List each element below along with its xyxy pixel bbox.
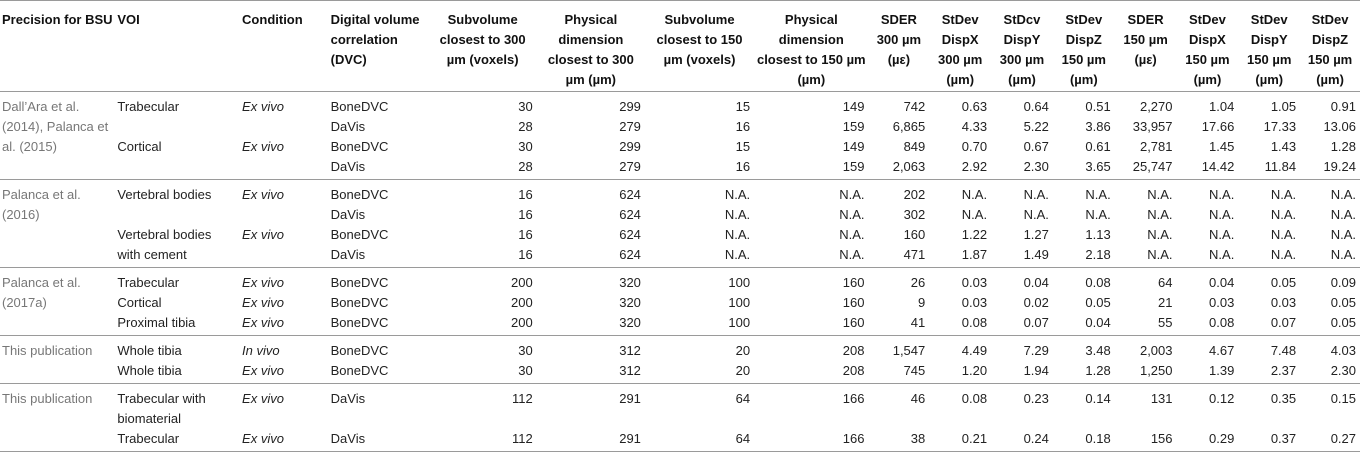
condition-cell: Ex vivo	[242, 363, 284, 378]
column-header: Subvolume closest to 150 µm (voxels)	[656, 12, 743, 67]
condition-cell	[240, 117, 329, 137]
value-cell: 2.18	[1085, 247, 1111, 262]
value-cell: 1.39	[1209, 363, 1235, 378]
dvc-cell: BoneDVC	[330, 139, 389, 154]
value-cell: 159	[842, 159, 865, 174]
value-cell: 14.42	[1201, 159, 1235, 174]
value-cell: 112	[512, 391, 533, 406]
value-cell: 149	[842, 139, 865, 154]
value-cell: 320	[619, 315, 641, 330]
value-cell: 624	[619, 247, 641, 262]
value-cell: 15	[735, 139, 751, 154]
value-cell: 279	[619, 159, 641, 174]
value-cell: 20	[735, 343, 751, 358]
value-cell: 291	[619, 431, 641, 446]
value-cell: 0.03	[961, 275, 988, 290]
dvc-cell: BoneDVC	[330, 99, 389, 114]
value-cell: 166	[842, 391, 865, 406]
value-cell: 16	[518, 247, 533, 262]
value-cell: 1,547	[892, 343, 926, 358]
voi-cell: Trabecular	[117, 99, 180, 114]
value-cell: 7.48	[1270, 343, 1297, 358]
value-cell: 17.66	[1201, 119, 1235, 134]
value-cell: 3.48	[1085, 343, 1111, 358]
value-cell: 0.04	[1085, 315, 1111, 330]
value-cell: 0.09	[1330, 275, 1356, 290]
value-cell: 202	[903, 187, 926, 202]
condition-cell: In vivo	[242, 343, 280, 358]
value-cell: 200	[511, 315, 533, 330]
column-header: Digital volume correlation (DVC)	[330, 12, 420, 67]
value-cell: 0.05	[1085, 295, 1111, 310]
value-cell: 15	[735, 99, 751, 114]
value-cell: 16	[518, 187, 533, 202]
value-cell: N.A.	[1023, 207, 1049, 222]
value-cell: 312	[619, 343, 641, 358]
voi-cell: Trabecular	[117, 275, 180, 290]
value-cell: 41	[910, 315, 926, 330]
value-cell: N.A.	[1209, 207, 1235, 222]
table-row	[0, 336, 1360, 362]
dvc-cell: DaVis	[330, 247, 366, 262]
dvc-cell: BoneDVC	[330, 227, 389, 242]
value-cell: 0.14	[1085, 391, 1111, 406]
value-cell: 46	[910, 391, 926, 406]
header-row	[0, 1, 1360, 92]
value-cell: 0.04	[1209, 275, 1235, 290]
value-cell: 1,250	[1139, 363, 1173, 378]
source-cell: Palanca et al. (2016)	[2, 187, 81, 222]
value-cell: 2.92	[961, 159, 988, 174]
voi-cell	[115, 157, 240, 180]
value-cell: 3.65	[1085, 159, 1111, 174]
value-cell: 279	[619, 119, 641, 134]
value-cell: 16	[735, 119, 751, 134]
value-cell: 2,781	[1139, 139, 1173, 154]
value-cell: 100	[728, 295, 751, 310]
value-cell: N.A.	[839, 187, 865, 202]
value-cell: 0.07	[1270, 315, 1297, 330]
value-cell: 291	[619, 391, 641, 406]
value-cell: 299	[619, 139, 641, 154]
table-row	[0, 225, 1360, 245]
value-cell: 0.08	[961, 391, 988, 406]
value-cell: 2.30	[1023, 159, 1049, 174]
value-cell: 55	[1158, 315, 1173, 330]
value-cell: 320	[619, 275, 641, 290]
dvc-cell: DaVis	[330, 431, 366, 446]
value-cell: 4.03	[1330, 343, 1356, 358]
value-cell: 0.91	[1330, 99, 1356, 114]
voi-cell: Vertebral bodies	[117, 187, 212, 202]
voi-cell: Cortical	[117, 139, 162, 154]
table-row	[0, 117, 1360, 137]
value-cell: 302	[903, 207, 926, 222]
value-cell: 0.05	[1330, 315, 1356, 330]
value-cell: 64	[735, 391, 751, 406]
value-cell: 0.03	[1270, 295, 1297, 310]
column-header: StDev DispZ 150 µm (µm)	[1061, 12, 1106, 87]
value-cell: 0.18	[1085, 431, 1111, 446]
value-cell: 0.02	[1023, 295, 1049, 310]
value-cell: N.A.	[1330, 227, 1356, 242]
table-row	[0, 137, 1360, 157]
column-header: Physical dimension closest to 150 µm (µm)	[756, 12, 866, 87]
voi-cell: Whole tibia	[117, 363, 182, 378]
value-cell: 159	[842, 119, 865, 134]
condition-cell: Ex vivo	[242, 295, 284, 310]
dvc-cell: BoneDVC	[330, 343, 389, 358]
value-cell: 3.86	[1085, 119, 1111, 134]
value-cell: N.A.	[724, 187, 751, 202]
voi-cell	[115, 117, 240, 137]
value-cell: 624	[619, 187, 641, 202]
value-cell: N.A.	[1270, 207, 1297, 222]
value-cell: 160	[842, 295, 865, 310]
value-cell: 20	[735, 363, 751, 378]
voi-cell: Trabecular	[117, 431, 180, 446]
value-cell: N.A.	[839, 247, 865, 262]
value-cell: 1.28	[1330, 139, 1356, 154]
value-cell: 30	[518, 99, 533, 114]
value-cell: 0.23	[1023, 391, 1049, 406]
value-cell: 0.24	[1023, 431, 1049, 446]
dvc-cell: DaVis	[330, 119, 366, 134]
value-cell: 16	[518, 207, 533, 222]
value-cell: 0.51	[1085, 99, 1111, 114]
value-cell: N.A.	[724, 247, 751, 262]
voi-cell: Trabecular with biomaterial	[117, 391, 206, 426]
column-header: Physical dimension closest to 300 µm (µm)	[547, 12, 634, 87]
value-cell: 11.84	[1264, 159, 1297, 174]
column-header: StDev DispX 300 µm (µm)	[937, 12, 983, 87]
value-cell: 5.22	[1023, 119, 1049, 134]
value-cell: 320	[619, 295, 641, 310]
value-cell: 208	[842, 343, 865, 358]
value-cell: 64	[1158, 275, 1173, 290]
value-cell: 160	[842, 275, 865, 290]
value-cell: 0.29	[1209, 431, 1235, 446]
voi-cell: Whole tibia	[117, 343, 182, 358]
value-cell: 30	[518, 343, 533, 358]
dvc-cell: DaVis	[330, 207, 366, 222]
value-cell: N.A.	[1209, 247, 1235, 262]
value-cell: 1.45	[1209, 139, 1235, 154]
value-cell: 131	[1150, 391, 1173, 406]
condition-cell: Ex vivo	[242, 431, 284, 446]
value-cell: 0.37	[1270, 431, 1297, 446]
value-cell: 1.04	[1209, 99, 1235, 114]
value-cell: 9	[918, 295, 926, 310]
value-cell: 624	[619, 227, 641, 242]
dvc-cell: BoneDVC	[330, 275, 389, 290]
column-header: SDER 150 µm (µε)	[1123, 12, 1168, 67]
value-cell: 16	[518, 227, 533, 242]
value-cell: 0.05	[1270, 275, 1297, 290]
value-cell: 1.43	[1270, 139, 1297, 154]
value-cell: 471	[903, 247, 926, 262]
value-cell: 1.94	[1023, 363, 1049, 378]
value-cell: N.A.	[1270, 247, 1297, 262]
source-cell: This publication	[2, 343, 93, 358]
value-cell: 33,957	[1132, 119, 1173, 134]
value-cell: N.A.	[1209, 187, 1235, 202]
value-cell: 0.12	[1209, 391, 1235, 406]
value-cell: 0.61	[1085, 139, 1111, 154]
table-row	[0, 157, 1360, 180]
value-cell: 100	[728, 315, 751, 330]
value-cell: 21	[1158, 295, 1173, 310]
table-row	[0, 92, 1360, 118]
condition-cell: Ex vivo	[242, 187, 284, 202]
dvc-cell: DaVis	[330, 159, 366, 174]
value-cell: 28	[518, 159, 533, 174]
column-header: StDev DispY 150 µm (µm)	[1247, 12, 1292, 87]
value-cell: 156	[1150, 431, 1173, 446]
source-cell: Palanca et al. (2017a)	[2, 275, 81, 310]
value-cell: 0.70	[961, 139, 988, 154]
condition-cell	[240, 157, 329, 180]
value-cell: N.A.	[961, 187, 988, 202]
value-cell: 0.64	[1023, 99, 1049, 114]
value-cell: 166	[842, 431, 865, 446]
value-cell: 2.30	[1330, 363, 1356, 378]
table-row	[0, 429, 1360, 452]
value-cell: 4.49	[961, 343, 988, 358]
value-cell: 0.27	[1330, 431, 1356, 446]
table-body	[0, 92, 1360, 452]
dvc-cell: BoneDVC	[330, 363, 389, 378]
value-cell: N.A.	[724, 227, 751, 242]
value-cell: N.A.	[1147, 247, 1173, 262]
voi-cell: Cortical	[117, 295, 162, 310]
value-cell: 742	[903, 99, 926, 114]
condition-cell: Ex vivo	[242, 139, 284, 154]
value-cell: 0.21	[961, 431, 988, 446]
table-row	[0, 180, 1360, 206]
value-cell: 1.22	[961, 227, 988, 242]
value-cell: 2,270	[1139, 99, 1173, 114]
value-cell: 7.29	[1023, 343, 1049, 358]
value-cell: 2,063	[892, 159, 926, 174]
value-cell: 0.04	[1023, 275, 1049, 290]
condition-cell: Ex vivo	[242, 391, 284, 406]
value-cell: 0.15	[1330, 391, 1356, 406]
table-row	[0, 245, 1360, 268]
table-row	[0, 384, 1360, 430]
value-cell: 17.33	[1263, 119, 1297, 134]
value-cell: 28	[518, 119, 533, 134]
value-cell: 0.08	[1085, 275, 1111, 290]
column-header: SDER 300 µm (µε)	[876, 12, 922, 67]
source-cell: Dall’Ara et al. (2014), Palanca et al. (2015)	[2, 99, 109, 154]
column-header: StDev DispZ 150 µm (µm)	[1307, 12, 1353, 87]
condition-cell: Ex vivo	[242, 315, 284, 330]
value-cell: 1.13	[1085, 227, 1111, 242]
value-cell: N.A.	[1330, 247, 1356, 262]
value-cell: 0.03	[1209, 295, 1235, 310]
value-cell: N.A.	[1209, 227, 1235, 242]
value-cell: 112	[512, 431, 533, 446]
value-cell: N.A.	[1147, 227, 1173, 242]
source-cell: This publication	[2, 391, 93, 406]
value-cell: N.A.	[961, 207, 988, 222]
value-cell: 0.08	[961, 315, 988, 330]
value-cell: 1.49	[1023, 247, 1049, 262]
value-cell: 16	[735, 159, 751, 174]
value-cell: 13.06	[1323, 119, 1356, 134]
value-cell: N.A.	[1330, 187, 1356, 202]
condition-cell	[240, 205, 329, 225]
value-cell: 0.05	[1330, 295, 1356, 310]
dvc-cell: BoneDVC	[330, 315, 389, 330]
value-cell: 0.63	[961, 99, 988, 114]
value-cell: N.A.	[839, 227, 865, 242]
column-header: Subvolume closest to 300 µm (voxels)	[439, 12, 526, 67]
value-cell: N.A.	[724, 207, 751, 222]
value-cell: N.A.	[1270, 187, 1297, 202]
condition-cell	[240, 245, 329, 268]
value-cell: 624	[619, 207, 641, 222]
value-cell: 160	[842, 315, 865, 330]
voi-cell: with cement	[117, 247, 187, 262]
column-header: StDcv DispY 300 µm (µm)	[999, 12, 1045, 87]
value-cell: 1.05	[1270, 99, 1297, 114]
dvc-cell: DaVis	[330, 391, 366, 406]
value-cell: N.A.	[1147, 187, 1173, 202]
voi-cell: Vertebral bodies	[117, 227, 212, 242]
voi-cell: Proximal tibia	[117, 315, 196, 330]
value-cell: 26	[910, 275, 926, 290]
table-row	[0, 205, 1360, 225]
value-cell: N.A.	[839, 207, 865, 222]
value-cell: 0.07	[1023, 315, 1049, 330]
value-cell: 30	[518, 139, 533, 154]
value-cell: 0.03	[961, 295, 988, 310]
value-cell: 0.08	[1209, 315, 1235, 330]
value-cell: 1.20	[961, 363, 988, 378]
value-cell: 299	[619, 99, 641, 114]
value-cell: 2,003	[1139, 343, 1173, 358]
value-cell: 25,747	[1132, 159, 1173, 174]
column-header: Precision for BSU	[2, 12, 113, 27]
value-cell: 4.67	[1209, 343, 1235, 358]
value-cell: N.A.	[1023, 187, 1049, 202]
value-cell: 1.28	[1085, 363, 1111, 378]
value-cell: 64	[735, 431, 751, 446]
value-cell: 149	[842, 99, 865, 114]
table-row	[0, 268, 1360, 294]
value-cell: 1.87	[961, 247, 988, 262]
value-cell: 312	[619, 363, 641, 378]
value-cell: 0.35	[1270, 391, 1297, 406]
condition-cell: Ex vivo	[242, 275, 284, 290]
value-cell: 849	[903, 139, 926, 154]
dvc-cell: BoneDVC	[330, 295, 389, 310]
value-cell: N.A.	[1330, 207, 1356, 222]
column-header: Condition	[242, 12, 303, 27]
value-cell: 4.33	[961, 119, 988, 134]
condition-cell: Ex vivo	[242, 99, 284, 114]
value-cell: 1.27	[1023, 227, 1049, 242]
value-cell: 2.37	[1270, 363, 1297, 378]
value-cell: 100	[728, 275, 751, 290]
value-cell: N.A.	[1270, 227, 1297, 242]
value-cell: 200	[511, 275, 533, 290]
value-cell: 745	[903, 363, 926, 378]
value-cell: N.A.	[1085, 187, 1111, 202]
voi-cell	[115, 205, 240, 225]
value-cell: 0.67	[1023, 139, 1049, 154]
value-cell: 19.24	[1323, 159, 1356, 174]
value-cell: 208	[842, 363, 865, 378]
value-cell: 38	[910, 431, 926, 446]
value-cell: 160	[903, 227, 926, 242]
value-cell: 200	[511, 295, 533, 310]
table-row	[0, 293, 1360, 313]
value-cell: 30	[518, 363, 533, 378]
condition-cell: Ex vivo	[242, 227, 284, 242]
value-cell: N.A.	[1085, 207, 1111, 222]
column-header: VOI	[117, 12, 140, 27]
value-cell: 6,865	[892, 119, 926, 134]
table-row	[0, 361, 1360, 384]
table-row	[0, 313, 1360, 336]
value-cell: N.A.	[1147, 207, 1173, 222]
column-header: StDev DispX 150 µm (µm)	[1185, 12, 1230, 87]
dvc-cell: BoneDVC	[330, 187, 389, 202]
